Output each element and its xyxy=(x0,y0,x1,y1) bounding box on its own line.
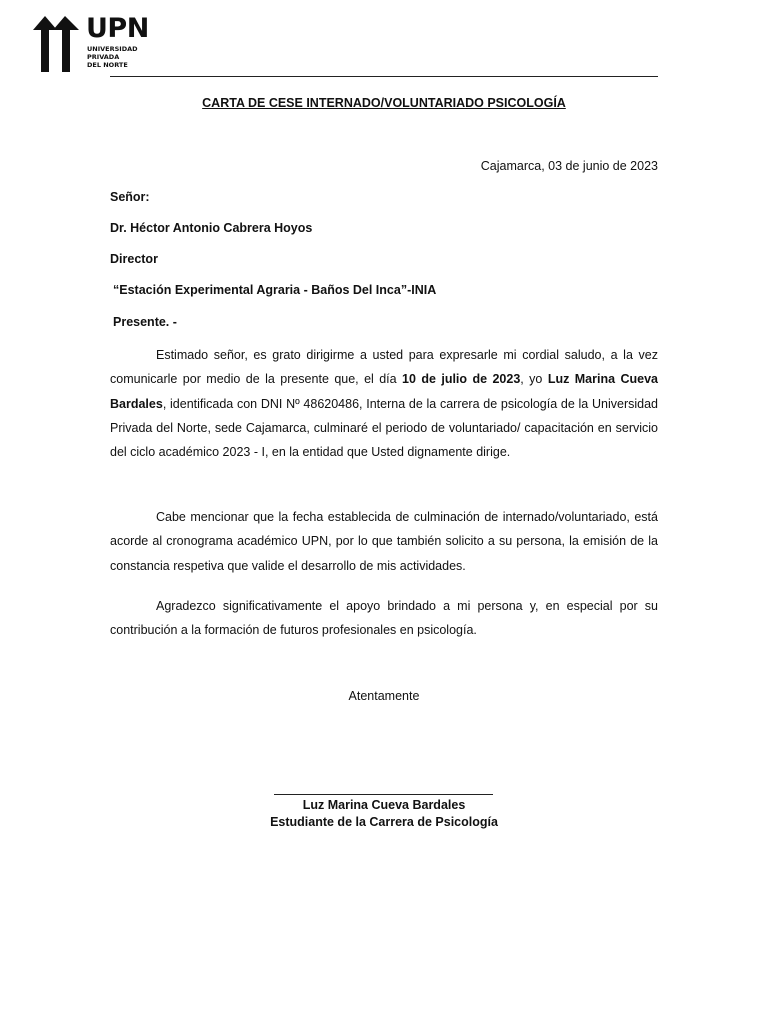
signature-line xyxy=(274,794,493,795)
signature-name: Luz Marina Cueva Bardales xyxy=(302,798,466,812)
letter-date: Cajamarca, 03 de junio de 2023 xyxy=(480,159,658,173)
p1-student-name: Luz Marina Cueva Bardales xyxy=(110,372,658,411)
p1-date: 10 de julio de 2023 xyxy=(402,372,521,387)
signature-role: Estudiante de la Carrera de Psicología xyxy=(270,815,498,829)
logo-subtitle xyxy=(87,45,138,70)
logo-sub-line-1: UNIVERSIDAD xyxy=(87,45,138,53)
salutation: Señor: xyxy=(110,190,150,204)
p1-text-c: , yo xyxy=(520,372,548,387)
recipient-role: Director xyxy=(110,252,158,266)
logo-sub-line-3: DEL NORTE xyxy=(87,61,128,70)
p1-text-e: , identificada con DNI Nº 48620486, Interna de la carrera de psicología de la Universidad Privada del Norte, sede Cajamarca, culminaré el periodo de voluntariado/ capacitación en servicio del ciclo académico 2023 - I, en la entidad que Usted dignamente dirige. xyxy=(110,396,658,460)
logo-sub-line-2: PRIVADA xyxy=(87,53,120,62)
recipient-name: Dr. Héctor Antonio Cabrera Hoyos xyxy=(110,221,313,235)
letter-title: CARTA DE CESE INTERNADO/VOLUNTARIADO PSICOLOGÍA xyxy=(202,96,566,110)
logo-word: UPN xyxy=(86,13,149,44)
p1-text-a: Estimado señor, es grato dirigirme a usted para expresarle mi cordial saludo, a la vez comunicarle por medio de la presente que, el día xyxy=(110,348,658,387)
recipient-organization: “Estación Experimental Agraria - Baños Del Inca”-INIA xyxy=(113,283,437,297)
paragraph-1 xyxy=(110,343,658,464)
upn-logo-icon xyxy=(33,14,81,74)
paragraph-2: Cabe mencionar que la fecha establecida de culminación de internado/voluntariado, está acorde al cronograma académico UPN, por lo que también solicito a su persona, la emisión de la constancia respetiva que valide el desarrollo de mis actividades. xyxy=(110,510,658,573)
closing: Atentamente xyxy=(348,689,420,703)
paragraph-3: Agradezco significativamente el apoyo brindado a mi persona y, en especial por su contribución a la formación de futuros profesionales en psicología. xyxy=(110,599,658,638)
header-divider xyxy=(110,76,658,77)
presente-line: Presente. - xyxy=(113,315,177,329)
upn-logo xyxy=(33,13,149,74)
